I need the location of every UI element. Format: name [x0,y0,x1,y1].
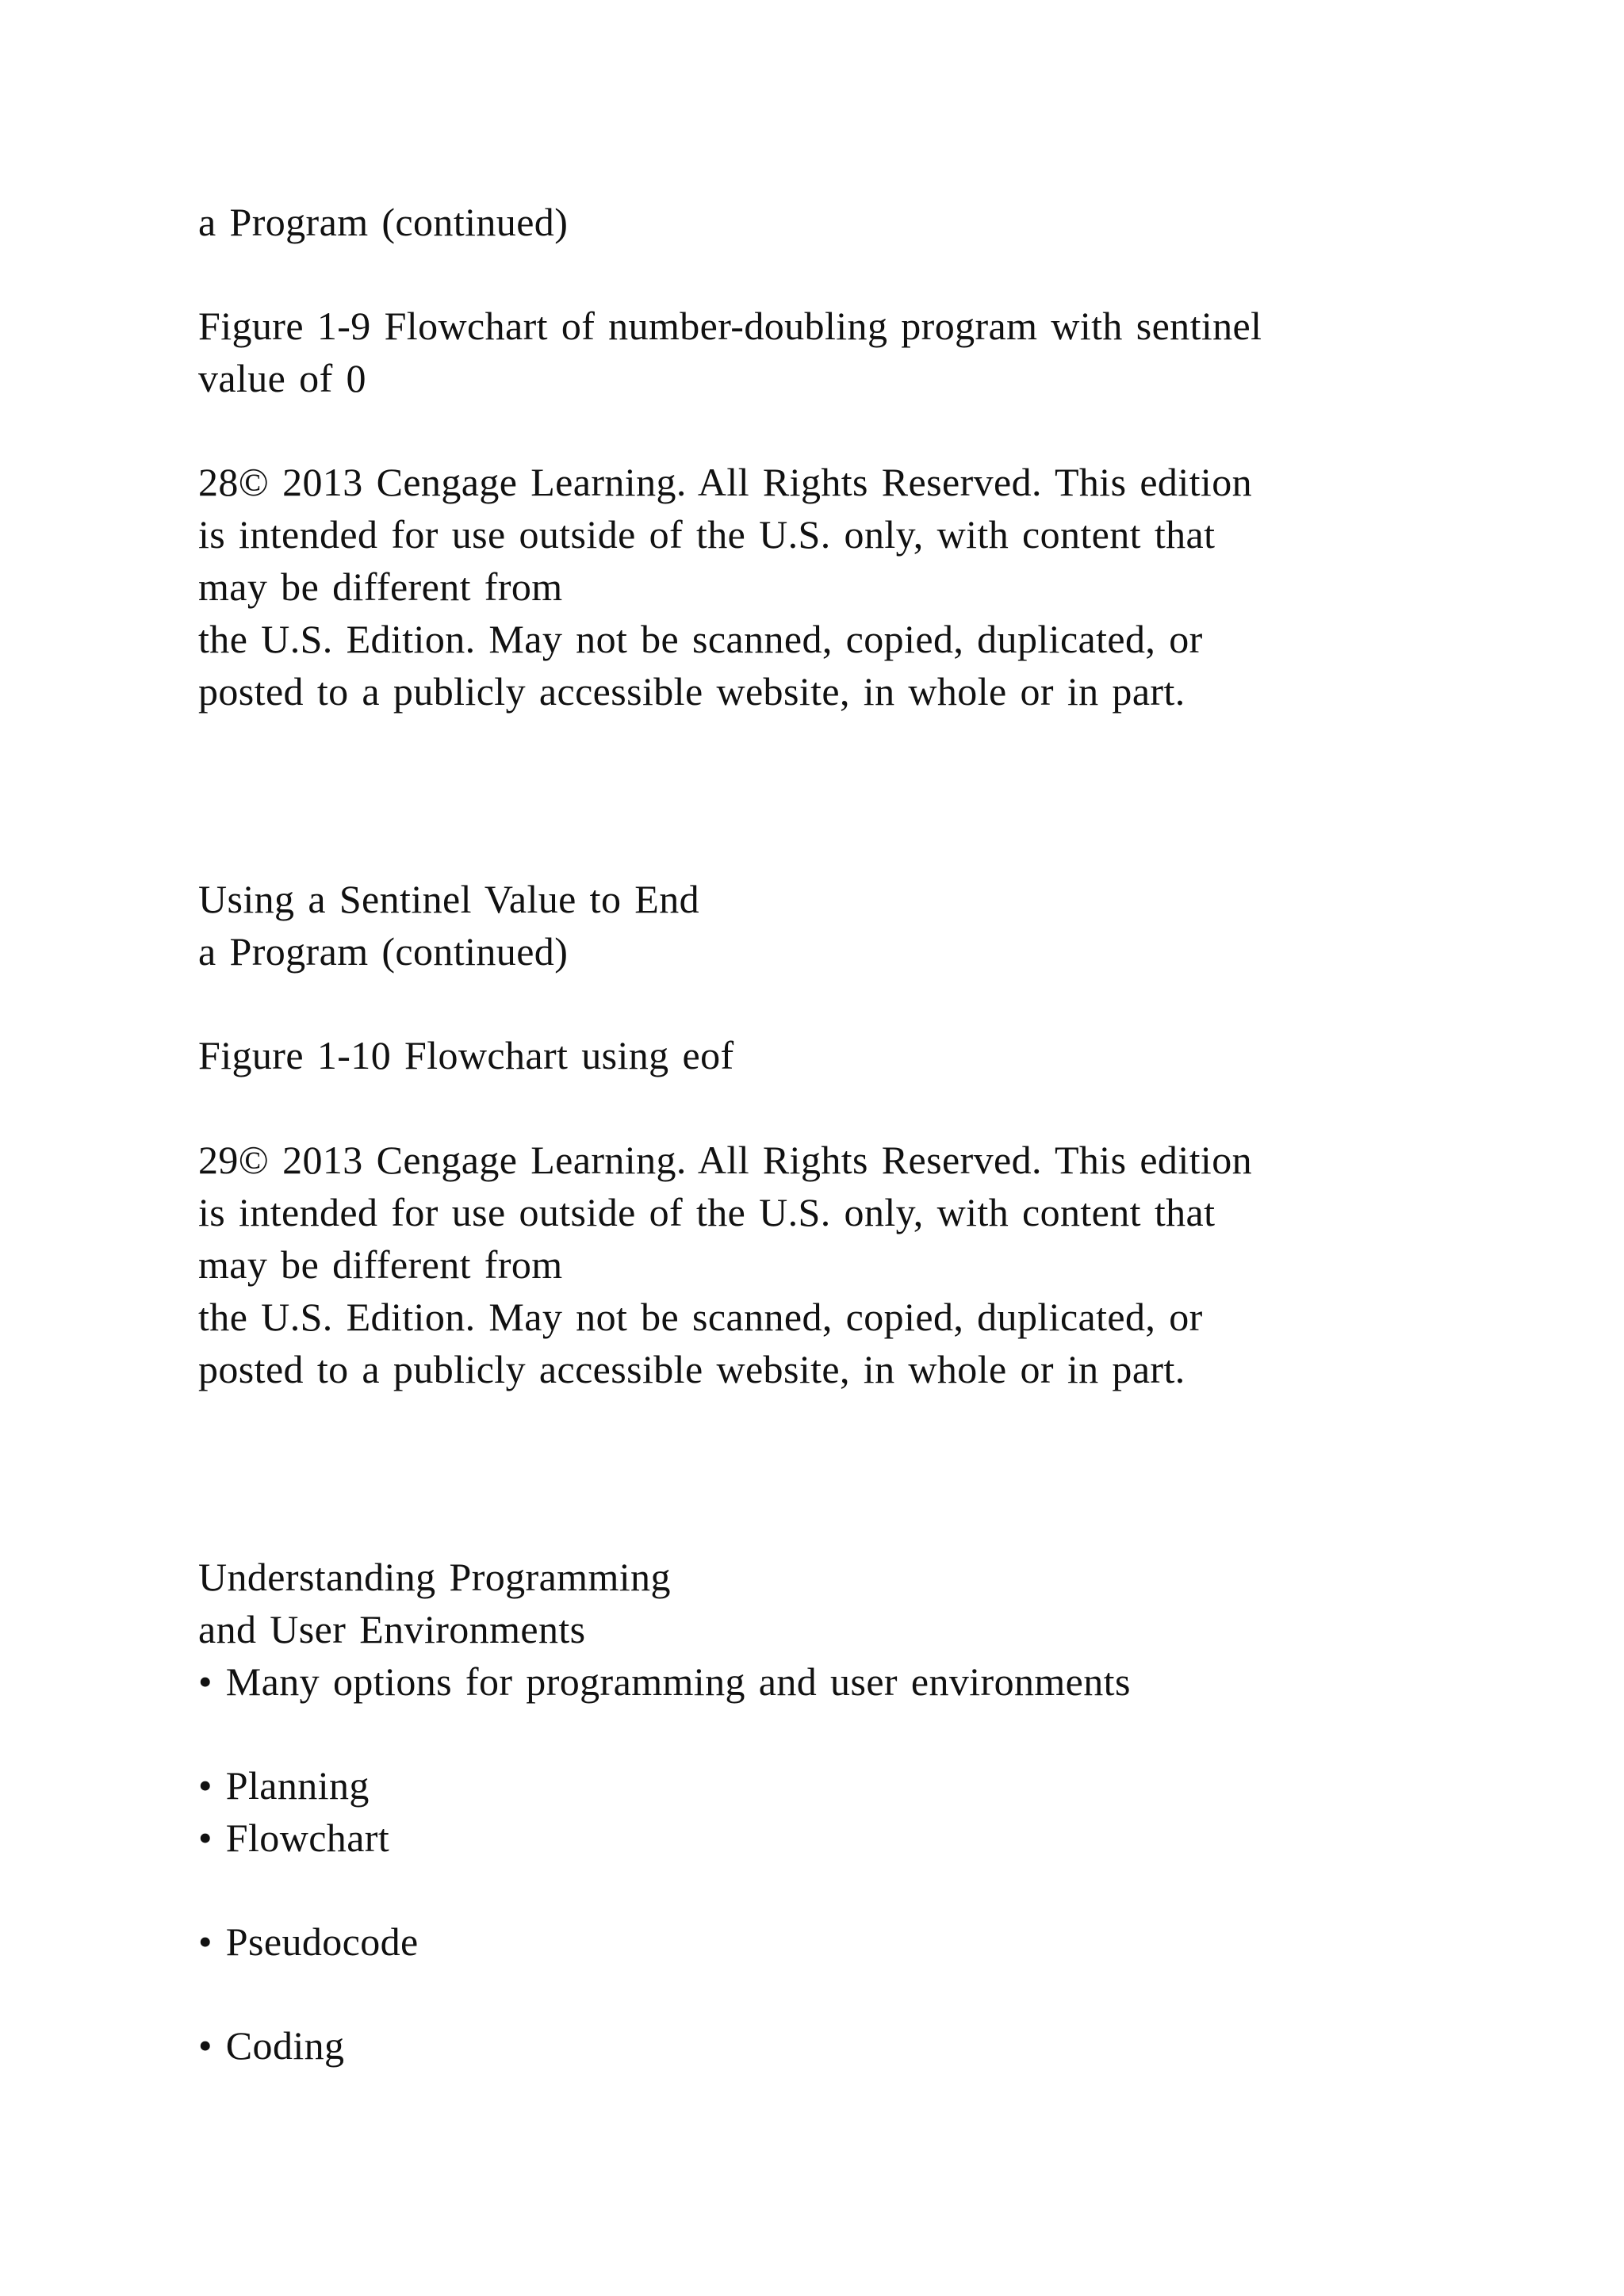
section2-figure-caption: Figure 1-10 Flowchart using eof [198,1033,734,1077]
bullet-item: • Coding [198,2023,345,2068]
section1-copyright-line5: posted to a publicly accessible website, in whole or in part. [198,669,1185,714]
section2-copyright-line2: is intended for use outside of the U.S. only, with content that [198,1190,1216,1234]
section2-copyright-line1: 29© 2013 Cengage Learning. All Rights Reserved. This edition [198,1138,1252,1182]
section3-heading-line2: and User Environments [198,1607,586,1651]
section2-copyright-line5: posted to a publicly accessible website, in whole or in part. [198,1347,1185,1391]
section2-heading-line2: a Program (continued) [198,929,569,974]
section1-copyright-line2: is intended for use outside of the U.S. only, with content that [198,512,1216,557]
bullet-item: • Planning [198,1763,370,1808]
section1-copyright-line1: 28© 2013 Cengage Learning. All Rights Reserved. This edition [198,460,1252,504]
section1-copyright-line4: the U.S. Edition. May not be scanned, copied, duplicated, or [198,617,1203,661]
bullet-item: • Flowchart [198,1816,390,1860]
section2-heading-line1: Using a Sentinel Value to End [198,877,699,921]
bullet-item: • Many options for programming and user environments [198,1659,1131,1704]
section1-figure-caption-line1: Figure 1-9 Flowchart of number-doubling program with sentinel [198,304,1262,348]
bullet-item: • Pseudocode [198,1919,419,1964]
section2-copyright-line3: may be different from [198,1242,563,1287]
section1-heading-line2: a Program (continued) [198,200,569,244]
section1-copyright-line3: may be different from [198,564,563,609]
section2-copyright-line4: the U.S. Edition. May not be scanned, copied, duplicated, or [198,1295,1203,1339]
section1-figure-caption-line2: value of 0 [198,356,366,400]
section3-heading-line1: Understanding Programming [198,1555,671,1599]
